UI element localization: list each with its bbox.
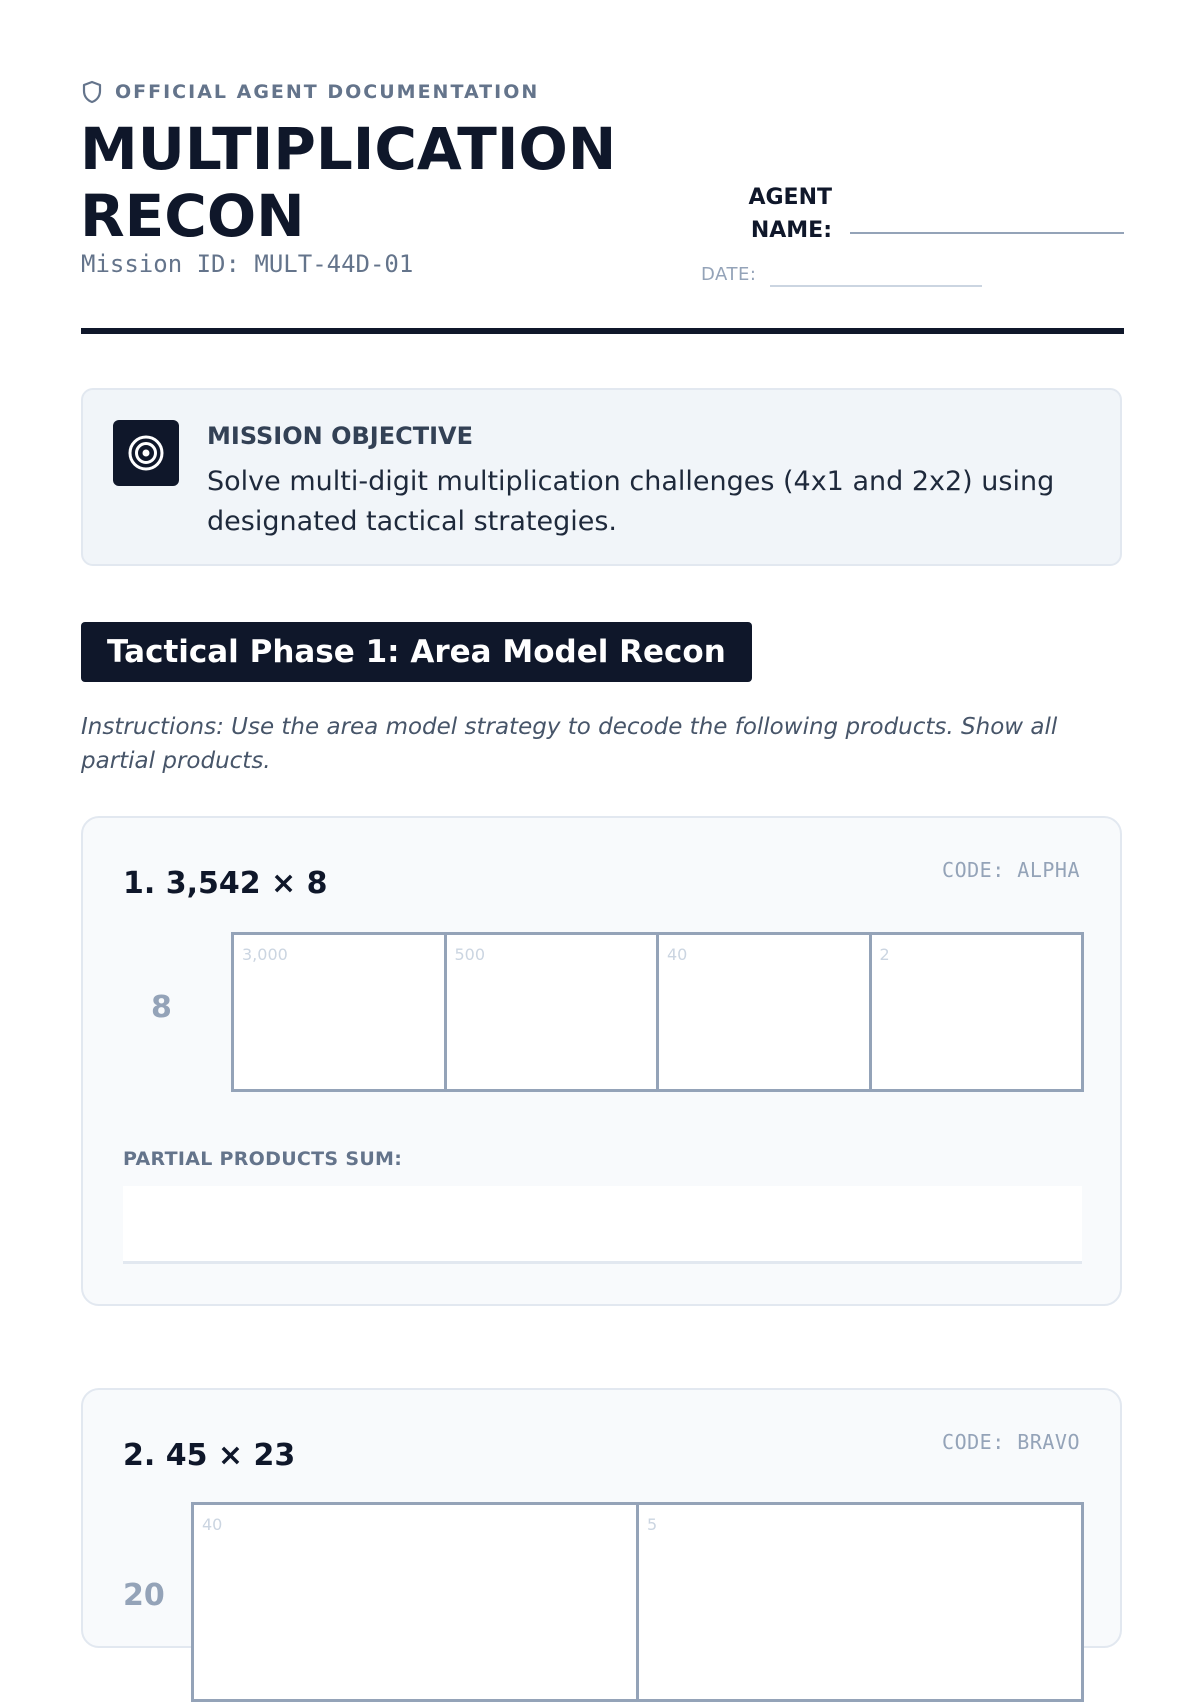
- eyebrow-text: OFFICIAL AGENT DOCUMENTATION: [115, 81, 540, 103]
- problem-code: CODE: BRAVO: [942, 1430, 1080, 1454]
- target-icon: [126, 433, 166, 473]
- area-cell-label: 500: [454, 945, 486, 964]
- header-divider: [81, 328, 1124, 334]
- mission-id: Mission ID: MULT-44D-01: [81, 250, 414, 278]
- document-eyebrow: [81, 80, 539, 104]
- sum-label: PARTIAL PRODUCTS SUM:: [123, 1148, 403, 1170]
- problem-label: 2. 45 × 23: [123, 1438, 296, 1473]
- partial-products-sum-field[interactable]: [123, 1186, 1082, 1264]
- area-model-grid: [191, 1502, 1084, 1702]
- area-model-grid: [231, 932, 1084, 1092]
- page-title: MULTIPLICATION RECON: [80, 115, 617, 250]
- agent-name-field[interactable]: [850, 232, 1124, 234]
- area-cell[interactable]: [636, 1505, 1081, 1699]
- area-cell-label: 5: [647, 1515, 658, 1534]
- side-factor: 20: [123, 1578, 165, 1613]
- area-cell-label: 40: [667, 945, 688, 964]
- problem-card-2: [81, 1388, 1122, 1648]
- problem-code: CODE: ALPHA: [942, 858, 1080, 882]
- phase-instructions: Instructions: Use the area model strategy to decode the following products. Show all partial products.: [81, 714, 1058, 774]
- objective-text: Solve multi-digit multiplication challenges (4x1 and 2x2) using designated tactical strategies.: [207, 466, 1055, 537]
- agent-name-label: AGENT NAME:: [748, 185, 832, 243]
- area-cell[interactable]: [444, 935, 657, 1089]
- objective-title: MISSION OBJECTIVE: [207, 422, 473, 450]
- side-factor: 8: [151, 990, 172, 1025]
- shield-icon: [81, 80, 103, 104]
- area-cell[interactable]: [234, 935, 444, 1089]
- area-cell[interactable]: [869, 935, 1082, 1089]
- problem-label: 1. 3,542 × 8: [123, 866, 328, 901]
- phase-title: Tactical Phase 1: Area Model Recon: [81, 622, 752, 682]
- area-cell-label: 40: [202, 1515, 223, 1534]
- date-field[interactable]: [770, 285, 982, 287]
- area-cell[interactable]: [194, 1505, 636, 1699]
- date-label: DATE:: [701, 264, 757, 285]
- problem-card-1: [81, 816, 1122, 1306]
- target-icon-badge: [113, 420, 179, 486]
- area-cell[interactable]: [656, 935, 869, 1089]
- area-cell-label: 2: [879, 945, 890, 964]
- mission-objective-panel: [81, 388, 1122, 566]
- area-cell-label: 3,000: [242, 945, 288, 964]
